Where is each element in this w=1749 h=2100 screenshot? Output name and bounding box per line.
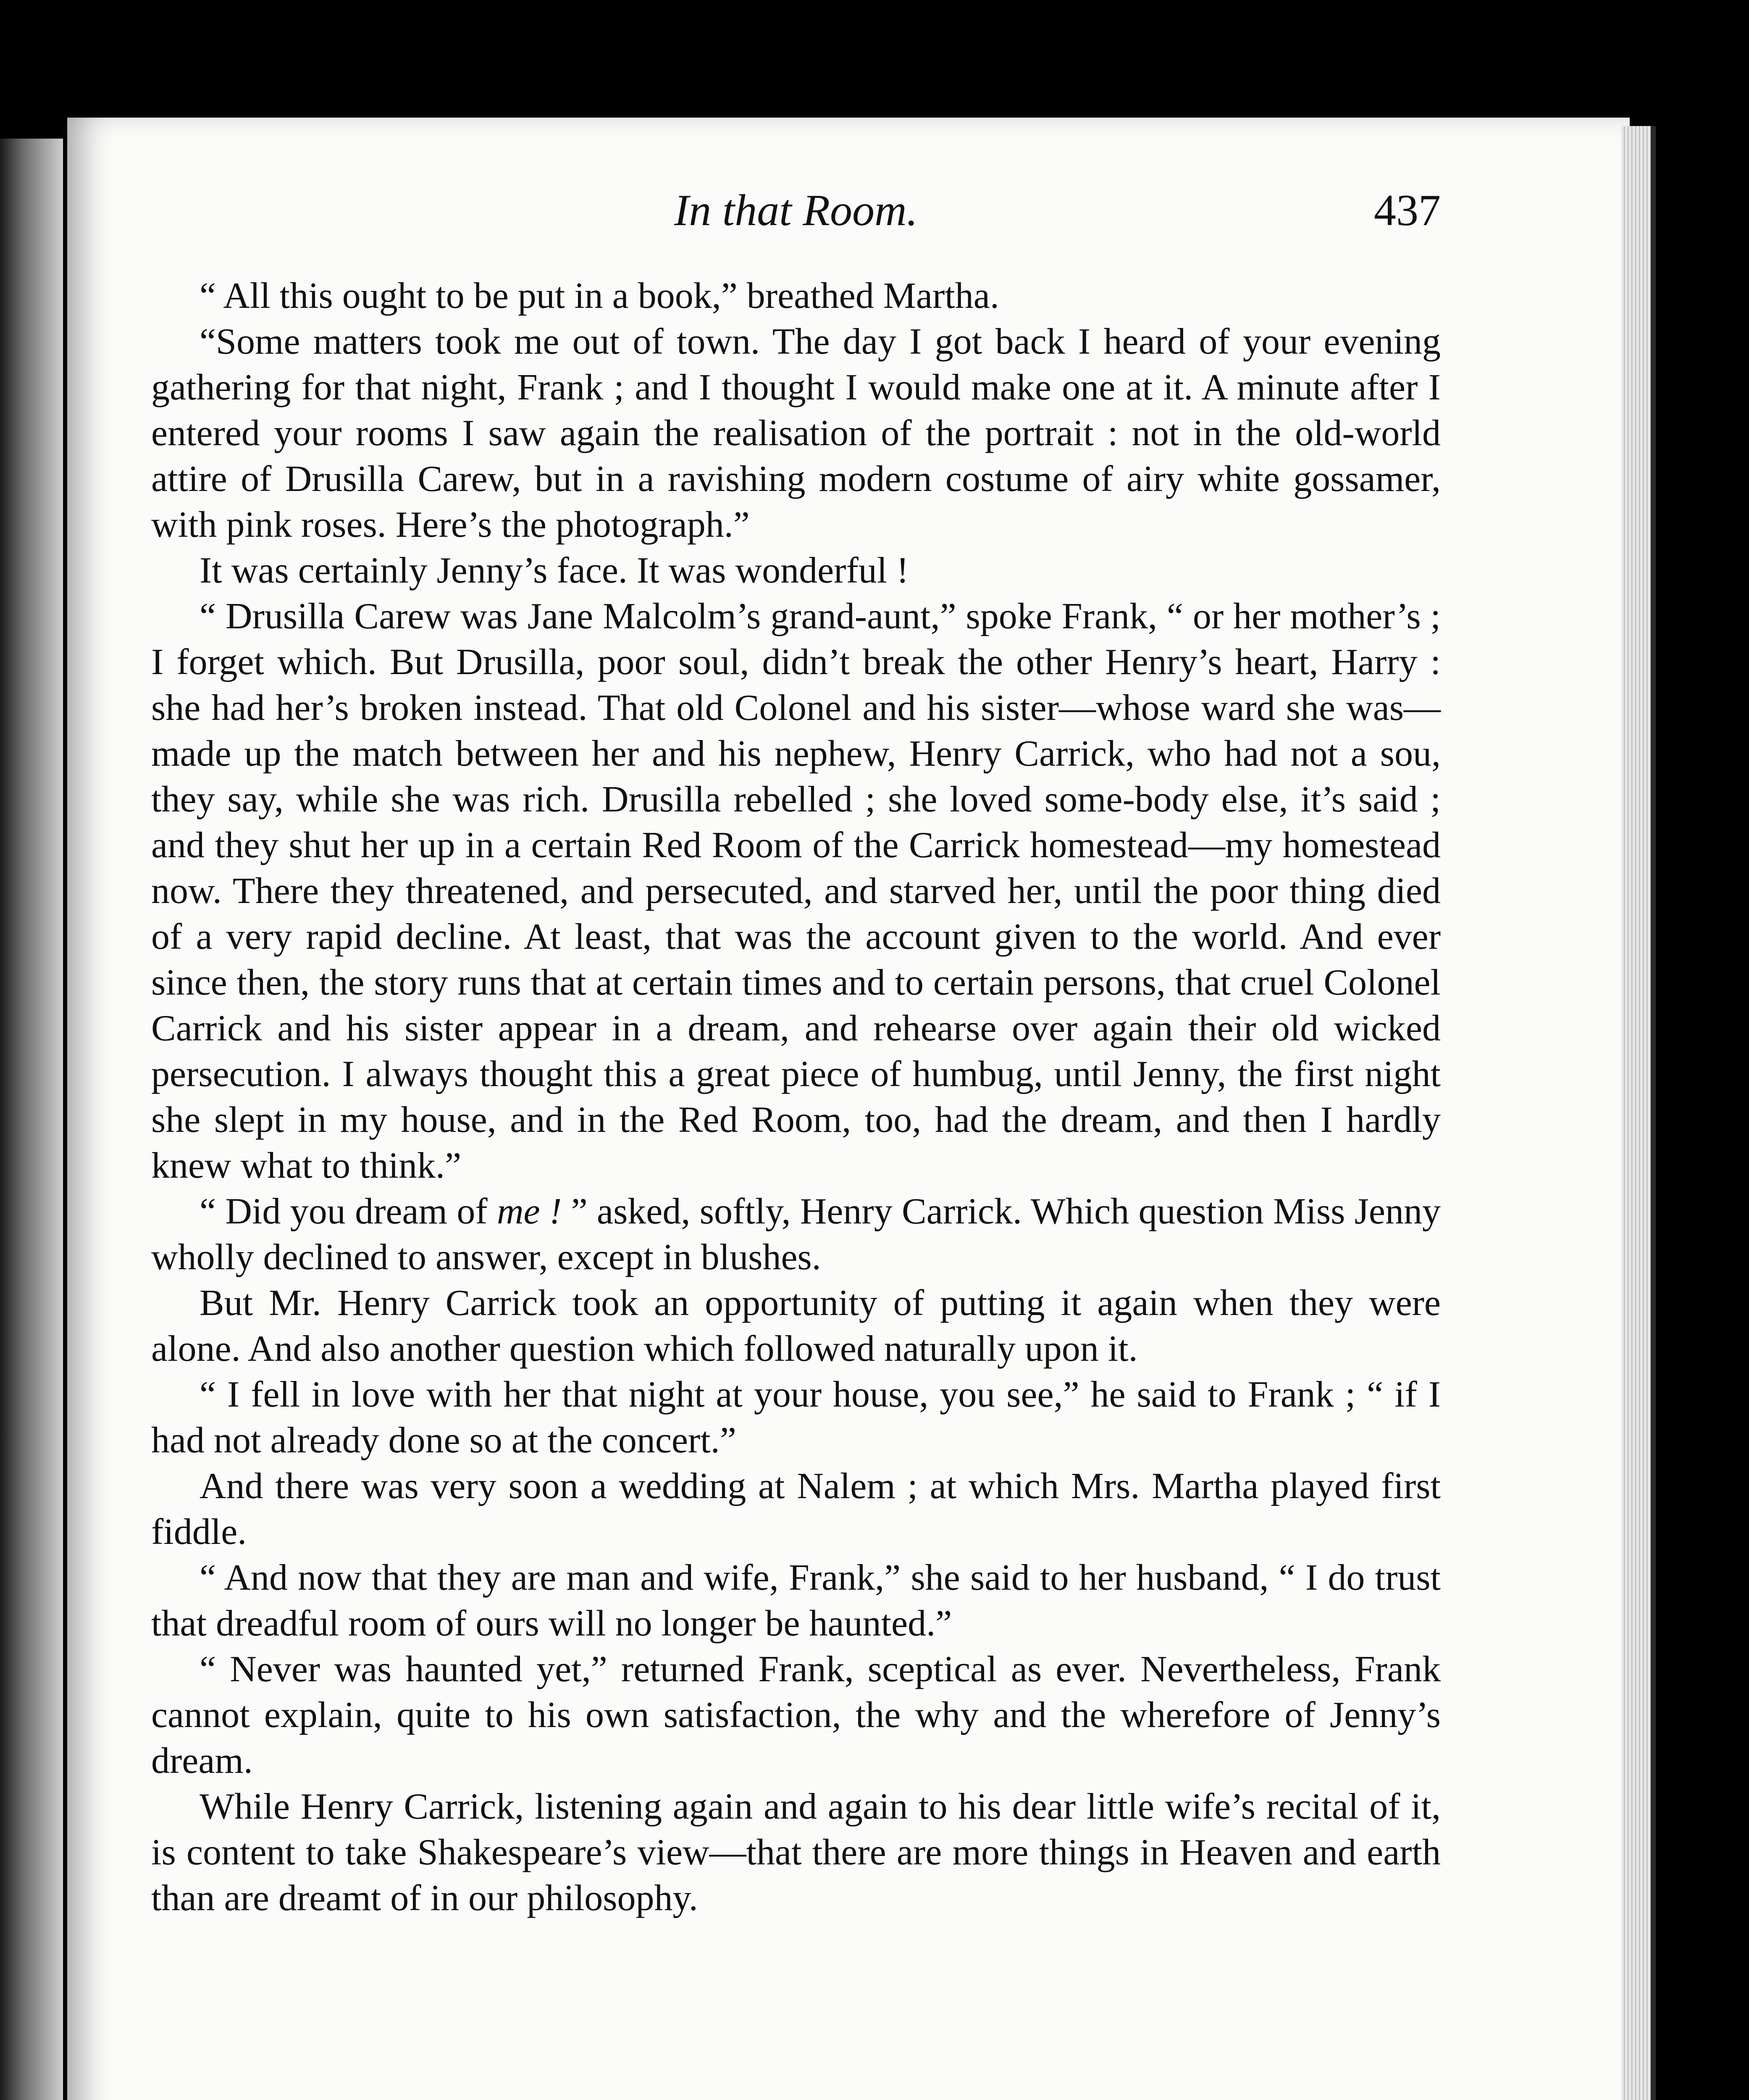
paragraph: “ All this ought to be put in a book,” breathed Martha. (200, 276, 999, 316)
paragraph: “ And now that they are man and wife, Frank,” she said to her husband, “ I do trust that dreadful room of ours will no longer be haunted.” (151, 1557, 1441, 1644)
paragraph: It was certainly Jenny’s face. It was wonderful ! (200, 550, 909, 591)
running-title: In that Room. (674, 186, 918, 235)
page-stack-edge (1621, 126, 1651, 2100)
paragraph: “ Never was haunted yet,” returned Frank, sceptical as ever. Nevertheless, Frank cannot explain, quite to his own satisfaction, the why and the wherefore of Jenny’s dream. (151, 1649, 1441, 1781)
left-page-edge (0, 139, 63, 2100)
page-stack-shadow (1651, 126, 1656, 2100)
paragraph: While Henry Carrick, listening again and again to his dear little wife’s recital of it, is content to take Shakespeare’s view—that there are more things in Heaven and earth than are dreamt of in our philosophy. (151, 1786, 1441, 1919)
paragraph: But Mr. Henry Carrick took an opportunity of putting it again when they were alone. And also another question which followed naturally upon it. (151, 1283, 1441, 1369)
paragraph: “ Did you dream of me ! ” asked, softly, Henry Carrick. Which question Miss Jenny wholly declined to answer, except in blushes. (151, 1191, 1441, 1278)
body-text (151, 273, 1441, 1921)
emphasis: me ! (496, 1191, 562, 1232)
paragraph: “Some matters took me out of town. The day I got back I heard of your evening gathering for that night, Frank ; and I thought I would make one at it. A minute after I entered your rooms I saw again the realisation of the portrait : not in the old-world attire of Drusilla Carew, but in a ravishing modern costume of airy white gossamer, with pink roses. Here’s the photograph.” (151, 321, 1441, 545)
page-number: 437 (1374, 186, 1441, 235)
paragraph: “ I fell in love with her that night at your house, you see,” he said to Frank ; “ if I had not already done so at the concert.” (151, 1374, 1441, 1461)
paragraph: “ Drusilla Carew was Jane Malcolm’s grand-aunt,” spoke Frank, “ or her mother’s ; I forget which. But Drusilla, poor soul, didn’t break the other Henry’s heart, Harry : she had her’s broken instead. That old Colonel and his sister—whose ward she was—made up the match between her and his nephew, Henry Carrick, who had not a sou, they say, while she was rich. Drusilla rebelled ; she loved some-body else, it’s said ; and they shut her up in a certain Red Room of the Carrick homestead—my homestead now. There they threatened, and persecuted, and starved her, until the poor thing died of a very rapid decline. At least, that was the account given to the world. And ever since then, the story runs that at certain times and to certain persons, that cruel Colonel Carrick and his sister appear in a dream, and rehearse over again their old wicked persecution. I always thought this a great piece of humbug, until Jenny, the first night she slept in my house, and in the Red Room, too, had the dream, and then I hardly knew what to think.” (151, 596, 1441, 1186)
paragraph: And there was very soon a wedding at Nalem ; at which Mrs. Martha played first fiddle. (151, 1466, 1441, 1552)
page-header (151, 185, 1441, 248)
